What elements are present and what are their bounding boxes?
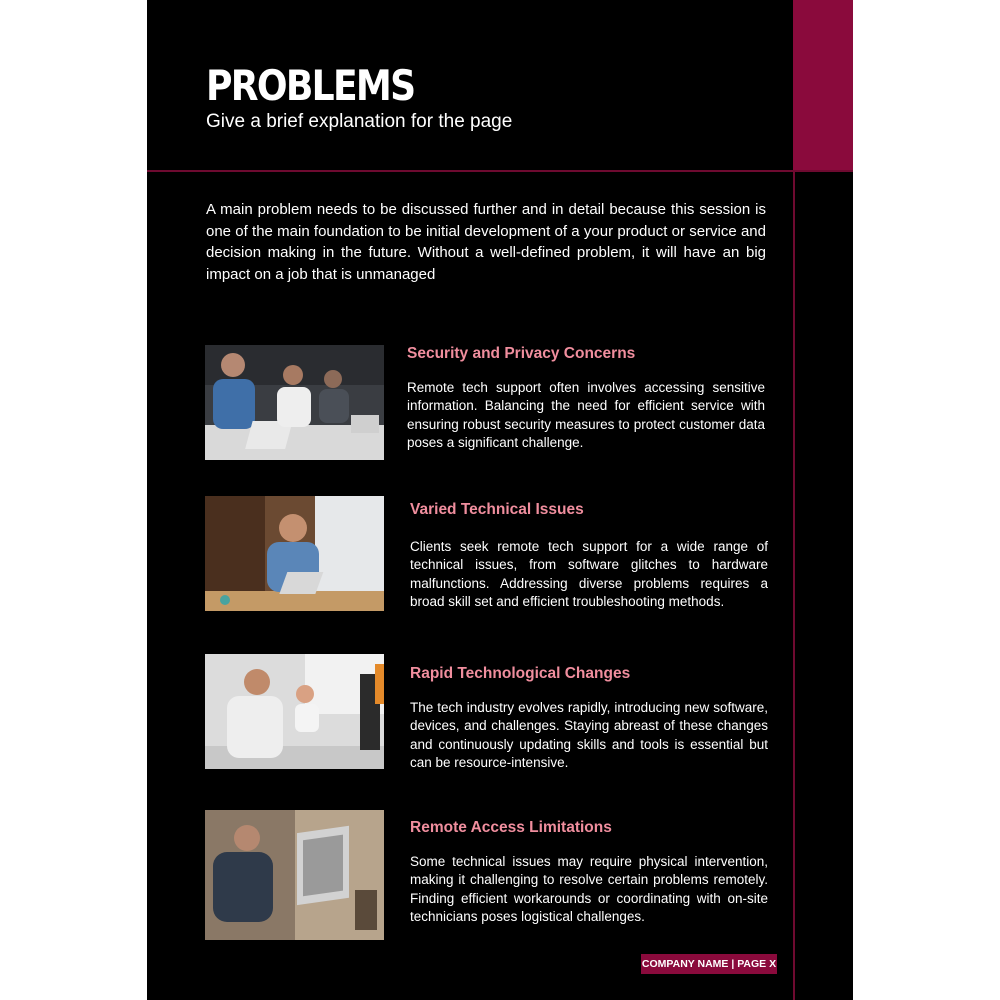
header-divider: [147, 170, 853, 172]
photo-headset-agent: [205, 654, 384, 769]
photo-laptop-agent: [205, 810, 384, 940]
item-text-security: Remote tech support often involves accessing sensitive information. Balancing the need for efficient service with ensuring robust security measures to protect customer data poses a significant challenge.: [407, 380, 765, 450]
accent-block: [793, 0, 853, 171]
footer-badge: COMPANY NAME | PAGE X: [641, 954, 777, 974]
side-divider: [793, 171, 795, 1000]
item-heading-security: Security and Privacy Concerns: [407, 345, 636, 362]
item-heading-rapid: Rapid Technological Changes: [410, 665, 631, 682]
photo-support-team: [205, 345, 384, 460]
item-heading-remote: Remote Access Limitations: [410, 819, 612, 836]
intro-paragraph: A main problem needs to be discussed further and in detail because this session is one of the main foundation to be initial development of a your product or service and decision making in the future. Without a well-defined problem, it will have an big impact on a job that is unmanaged: [206, 201, 766, 283]
item-text-remote: Some technical issues may require physical intervention, making it challenging to resolve certain problems remotely. Finding efficient workarounds or coordinating with on-site technicians poses logistical challenges.: [410, 854, 768, 924]
item-text-rapid: The tech industry evolves rapidly, introducing new software, devices, and challenges. Staying abreast of these changes and continuously updating skills and tools is essential but can be resource-intensive.: [410, 700, 768, 770]
photo-smiling-agent: [205, 496, 384, 611]
item-heading-varied: Varied Technical Issues: [410, 501, 584, 518]
page-subtitle: Give a brief explanation for the page: [206, 111, 513, 132]
document-page: [147, 0, 853, 1000]
item-text-varied: Clients seek remote tech support for a wide range of technical issues, from software glitches to hardware malfunctions. Addressing diverse problems requires a broad skill set and efficient troubleshooting methods.: [410, 539, 768, 609]
page-title: PROBLEMS: [206, 61, 415, 110]
